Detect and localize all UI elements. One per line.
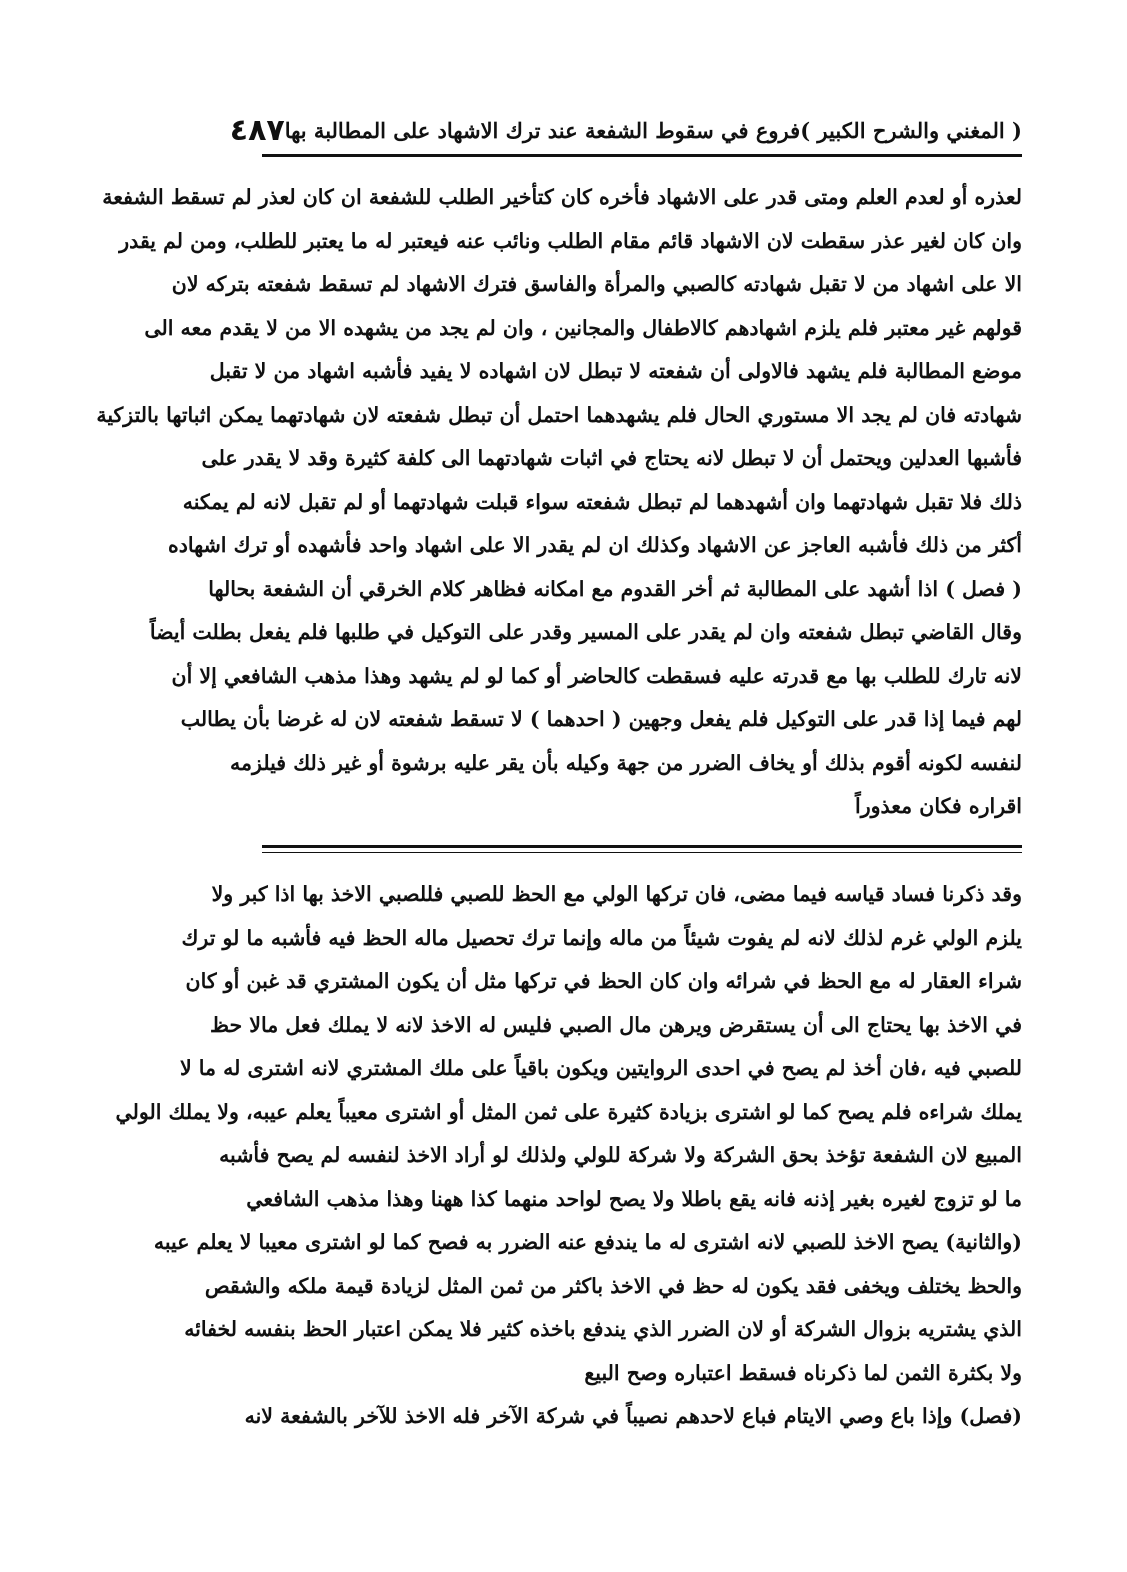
text-line: في الاخذ بها يحتاج الى أن يستقرض ويرهن مال الصبي فليس له الاخذ لانه لا يملك فعل مالا حظ <box>210 1012 1022 1037</box>
text-line: قولهم غير معتبر فلم يلزم اشهادهم كالاطفال والمجانين ، وان لم يجد من يشهده الا من لا يقدم معه الى <box>144 315 1022 340</box>
text-line: ذلك فلا تقبل شهادتهما وان أشهدهما لم تبطل شفعته سواء قبلت شهادتهما أو لم تقبل لانه لم يمكنه <box>182 489 1022 514</box>
text-line: فأشبها العدلين ويحتمل أن لا تبطل لانه يحتاج في اثبات شهادتهما الى كلفة كثيرة وقد لا يقدر على <box>201 446 1022 470</box>
running-header <box>229 108 1022 152</box>
header-rule <box>262 154 1022 157</box>
text-line: وقد ذكرنا فساد قياسه فيما مضى، فان تركها الولي مع الحظ للصبي فللصبي الاخذ بها اذا كبر ولا <box>211 882 1022 906</box>
text-line: ولا بكثرة الثمن لما ذكرناه فسقط اعتباره وصح البيع <box>584 1360 1022 1385</box>
text-line: الا على اشهاد من لا تقبل شهادته كالصبي والمرأة والفاسق فترك الاشهاد لم تسقط شفعته بتركه لان <box>171 272 1022 296</box>
text-line: وان كان لغير عذر سقطت لان الاشهاد قائم مقام الطلب ونائب عنه فيعتبر له ما يعتبر للطلب، ومن لم يقدر <box>119 228 1022 253</box>
text-line: موضع المطالبة فلم يشهد فالاولى أن شفعته لا تبطل لان اشهاده لا يفيد فأشبه اشهاد من لا تقبل <box>209 359 1022 383</box>
text-line: يلزم الولي غرم لذلك لانه لم يفوت شيئاً من ماله وإنما ترك تحصيل ماله الحظ فيه فأشبه ما لو ترك <box>181 925 1022 950</box>
text-line: أكثر من ذلك فأشبه العاجز عن الاشهاد وكذلك ان لم يقدر الا على اشهاد واحد فأشهده أو ترك اشهاده <box>168 533 1022 557</box>
text-line: المبيع لان الشفعة تؤخذ بحق الشركة ولا شركة للولي ولذلك لو أراد الاخذ لنفسه لم يصح فأشبه <box>219 1143 1022 1167</box>
text-line: لنفسه لكونه أقوم بذلك أو يخاف الضرر من جهة وكيله بأن يقر عليه برشوة أو غير ذلك فيلزمه <box>230 750 1022 775</box>
page-number: ٤٨٧ <box>229 112 285 148</box>
text-line: شراء العقار له مع الحظ في شرائه وان كان الحظ في تركها مثل أن يكون المشتري قد غبن أو كان <box>185 969 1022 993</box>
text-line: والحظ يختلف ويخفى فقد يكون له حظ في الاخذ باكثر من ثمن المثل لزيادة قيمة ملكه والشقص <box>204 1273 1022 1298</box>
text-line: لهم فيما إذا قدر على التوكيل فلم يفعل وجهين ( احدهما ) لا تسقط شفعته لان له غرضا بأن يطالب <box>180 707 1022 731</box>
text-line: شهادته فان لم يجد الا مستوري الحال فلم يشهدهما احتمل أن تبطل شفعته لان شهادتهما يمكن اثباتها بالتزكية <box>96 402 1022 427</box>
text-line: الذي يشتريه بزوال الشركة أو لان الضرر الذي يندفع باخذه كثير فلا يمكن اعتبار الحظ بنفسه لخفائه <box>184 1317 1022 1341</box>
text-line: (والثانية) يصح الاخذ للصبي لانه اشترى له ما يندفع عنه الضرر به فصح كما لو اشترى معيبا لا يعلم عيبه <box>153 1230 1022 1254</box>
text-line: للصبي فيه ،فان أخذ لم يصح في احدى الروايتين ويكون باقياً على ملك المشتري لانه اشترى له ما لا <box>179 1056 1022 1080</box>
text-line: وقال القاضي تبطل شفعته وان لم يقدر على المسير وقدر على التوكيل في طلبها فلم يفعل بطلت أيضاً <box>149 620 1022 644</box>
text-line: ما لو تزوج لغيره بغير إذنه فانه يقع باطلا ولا يصح لواحد منهما كذا ههنا وهذا مذهب الشافعي <box>246 1186 1022 1211</box>
text-line: يملك شراءه فلم يصح كما لو اشترى بزيادة كثيرة على ثمن المثل أو اشترى معيباً يعلم عيبه، ولا يملك الولي <box>115 1099 1022 1124</box>
text-line: (فصل) وإذا باع وصي الايتام فباع لاحدهم نصيباً في شركة الآخر فله الاخذ للآخر بالشفعة لانه <box>244 1404 1022 1428</box>
text-line: اقراره فكان معذوراً <box>855 794 1022 818</box>
upper-text-block <box>96 176 1022 829</box>
lower-text-block <box>115 873 1022 1439</box>
section-title: فروع في سقوط الشفعة عند ترك الاشهاد على المطالبة بها <box>284 117 801 143</box>
book-title: ( المغني والشرح الكبير ) <box>800 117 1022 143</box>
text-line: ( فصل ) اذا أشهد على المطالبة ثم أخر القدوم مع امكانه فظاهر كلام الخرقي أن الشفعة بحالها <box>208 576 1022 601</box>
section-divider <box>262 845 1022 853</box>
text-line: لعذره أو لعدم العلم ومتى قدر على الاشهاد فأخره كان كتأخير الطلب للشفعة ان كان لعذر لم تسقط الشفعة <box>102 185 1022 209</box>
text-line: لانه تارك للطلب بها مع قدرته عليه فسقطت كالحاضر أو كما لو لم يشهد وهذا مذهب الشافعي إلا أن <box>171 663 1022 688</box>
